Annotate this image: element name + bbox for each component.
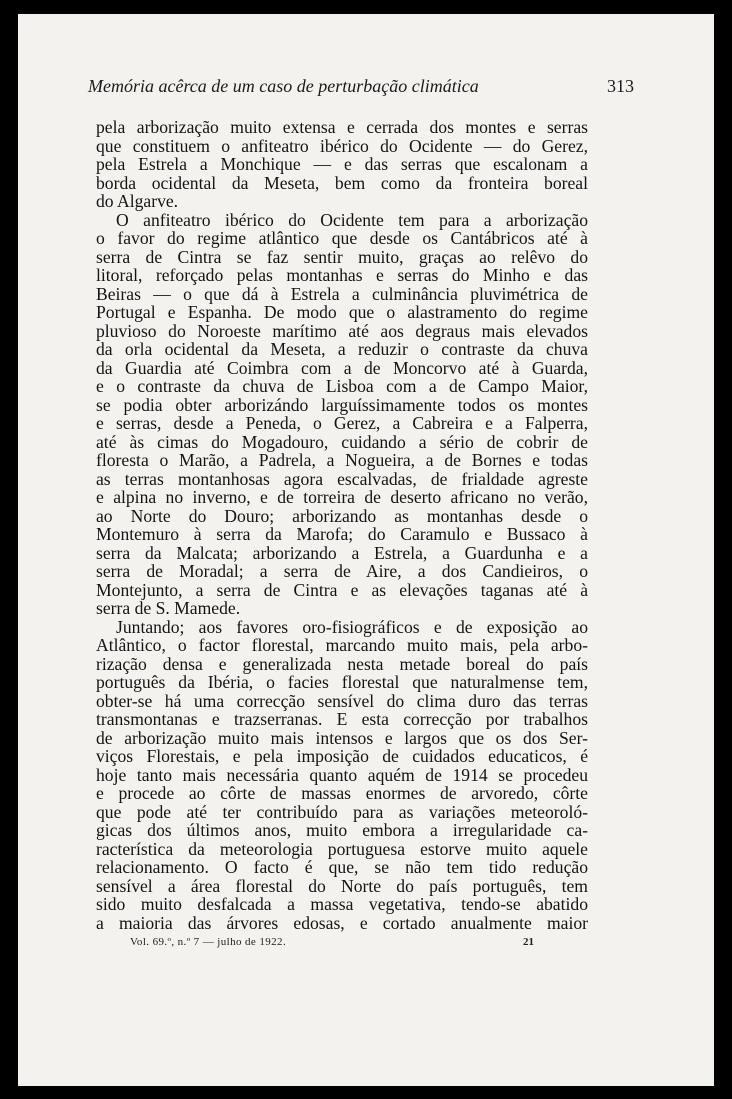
text-line: litoral, reforçado pelas montanhas e serras do Minho e das <box>96 265 588 285</box>
text-line: sensível a área florestal do Norte do país português, tem <box>96 875 588 896</box>
text-line: serra da Malcata; arborizando a Estrela, a Guardunha e a <box>96 542 588 563</box>
text-line: pela Estrela a Monchique — e das serras que escalonam a <box>96 154 588 174</box>
text-line: e procede ao côrte de massas enormes de arvoredo, côrte <box>96 783 588 803</box>
text-line: O anfiteatro ibérico do Ocidente tem para a arborização <box>116 209 588 230</box>
text-line: floresta o Marão, a Padrela, a Nogueira, a de Bornes e todas <box>96 450 588 470</box>
text-line: da orla ocidental da Meseta, a reduzir o contraste da chuva <box>96 339 588 359</box>
signature-mark: 21 <box>523 936 534 948</box>
text-line: do Algarve. <box>96 191 179 211</box>
text-line: que constituem o anfiteatro ibérico do Ocidente — do Gerez, <box>96 135 588 156</box>
text-line: português da Ibéria, o facies florestal que naturalmense tem, <box>96 672 588 692</box>
document-page <box>18 14 714 1086</box>
running-title: Memória acêrca de um caso de perturbação climática <box>88 76 479 96</box>
text-line: transmontanas e trazserranas. E esta correcção por trabalhos <box>96 709 588 729</box>
text-line: de arborização muito mais intensos e largos que os dos Ser- <box>96 727 588 748</box>
text-line: Atlântico, o factor florestal, marcando muito mais, pela arbo- <box>96 635 588 655</box>
text-line: pluvioso do Noroeste marítimo até aos degraus mais elevados <box>96 320 588 341</box>
text-line: borda ocidental da Meseta, bem como da fronteira boreal <box>96 172 588 193</box>
text-line: pela arborização muito extensa e cerrada dos montes e serras <box>96 117 588 137</box>
text-line: Montejunto, a serra de Cintra e as elevações taganas até à <box>96 579 588 600</box>
text-line: da Guardia até Coimbra com a de Moncorvo até à Guarda, <box>96 357 588 378</box>
text-line: Montemuro à serra da Marofa; do Caramulo e Bussaco à <box>96 524 588 544</box>
text-line: viços Florestais, e pela imposição de cuidados educaticos, é <box>96 746 588 766</box>
text-line: e serras, desde a Peneda, o Gerez, a Cabreira e a Falperra, <box>96 413 588 433</box>
text-line: racterística da meteorologia portuguesa estorve muito aquele <box>96 838 588 859</box>
text-line: obter-se há uma correcção sensível do clima duro das terras <box>96 690 588 711</box>
text-line: as terras montanhosas agora escalvadas, de frialdade agreste <box>96 468 588 489</box>
footer-volume-info: Vol. 69.º, n.º 7 — julho de 1922. <box>130 936 287 948</box>
text-line: ao Norte do Douro; arborizando as montanhas desde o <box>96 505 588 526</box>
text-line: Beiras — o que dá à Estrela a culminância pluvimétrica de <box>96 283 588 304</box>
text-line: serra de S. Mamede. <box>96 598 241 618</box>
text-line: a maioria das árvores edosas, e cortado anualmente maior <box>96 912 588 933</box>
text-line: relacionamento. O facto é que, se não tem tido redução <box>96 857 588 877</box>
text-line: gicas dos últimos anos, muito embora a irregularidade ca- <box>96 820 588 840</box>
text-line: serra de Moradal; a serra de Aire, a dos Candieiros, o <box>96 561 588 581</box>
running-head <box>88 76 634 97</box>
text-line: e o contraste da chuva de Lisboa com a de Campo Maior, <box>96 376 588 396</box>
text-line: Portugal e Espanha. De modo que o alastramento do regime <box>96 302 588 322</box>
text-line: sido muito desfalcada a massa vegetativa, tendo-se abatido <box>96 894 588 914</box>
text-line: que pode até ter contribuído para as variações meteoroló- <box>96 801 588 822</box>
text-line: hoje tanto mais necessária quanto aquém de 1914 se procedeu <box>96 764 588 785</box>
text-line: rização densa e generalizada nesta metade boreal do país <box>96 653 588 674</box>
text-line: Juntando; aos favores oro-fisiográficos e de exposição ao <box>116 616 588 637</box>
body-text <box>96 118 588 932</box>
text-line: se podia obter arborizándo larguíssimamente todos os montes <box>96 394 588 415</box>
page-number: 313 <box>607 76 634 96</box>
text-line: e alpina no inverno, e de torreira de deserto africano no verão, <box>96 487 588 507</box>
text-line: o favor do regime atlântico que desde os Cantábricos até à <box>96 228 588 248</box>
text-line: até às cimas do Mogadouro, cuidando a sério de cobrir de <box>96 431 588 452</box>
text-line: serra de Cintra se faz sentir muito, graças ao relêvo do <box>96 246 588 267</box>
